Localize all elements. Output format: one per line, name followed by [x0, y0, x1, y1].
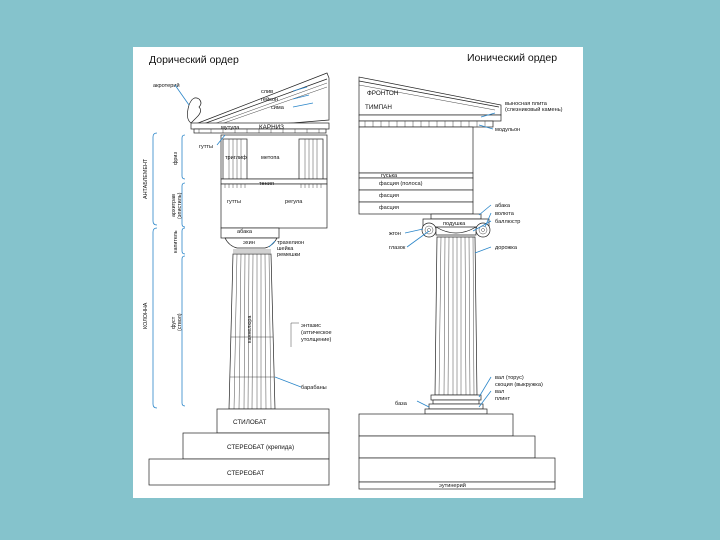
ionic-torus-2	[429, 404, 483, 409]
ionic-order	[359, 77, 555, 489]
label-fascia-main: фасция (полоса)	[379, 181, 423, 187]
label-fascia-3: фасция	[379, 205, 399, 211]
bracket-column	[153, 228, 157, 408]
label-architrave-1: архитрав	[171, 194, 177, 217]
label-shaft-2: (ствол)	[177, 313, 183, 331]
ionic-abacus	[431, 214, 481, 219]
label-tympanum: ТИМПАН	[365, 104, 392, 111]
architectural-orders-diagram	[133, 47, 583, 498]
label-taenia: тения	[259, 181, 274, 187]
label-akroterion: акротерий	[153, 83, 180, 89]
label-drums: барабаны	[301, 385, 327, 391]
order-diagram-sheet	[133, 47, 583, 498]
label-entasis-2: (аттическое	[301, 330, 332, 336]
label-annuli-2: ремешки	[277, 252, 301, 258]
label-stylobate: СТИЛОБАТ	[233, 419, 267, 426]
acroterion-sculpture	[187, 98, 201, 123]
label-shaft-1: фуст	[171, 316, 177, 329]
ionic-cornice	[359, 115, 501, 121]
label-stereobate-mid: СТЕРЕОБАТ (крепида)	[227, 444, 295, 451]
label-euthynteria: эутинерий	[439, 483, 466, 489]
label-echinus-ionic: баллюстр	[495, 219, 521, 225]
label-annuli: шейка	[277, 246, 294, 252]
ionic-fascia-3	[359, 202, 473, 214]
bracket-entablature	[153, 133, 157, 225]
label-torus-2: вал	[495, 389, 505, 395]
label-geison: гейсон	[261, 97, 279, 103]
label-flute: каннелюра	[247, 315, 253, 343]
label-mutula: мутула	[221, 125, 240, 131]
label-entasis-1: энтазис	[301, 323, 321, 329]
label-sima-1: выносная плита	[505, 101, 547, 107]
ionic-frieze	[359, 127, 473, 173]
ionic-step-3	[359, 458, 555, 482]
label-cushion: подушка	[443, 221, 466, 227]
label-metope: метопа	[261, 155, 280, 161]
label-column: КОЛОННА	[143, 302, 149, 329]
label-triglyph: триглиф	[225, 155, 247, 161]
label-cornice: КАРНИЗ	[259, 124, 284, 131]
label-abacus: абака	[237, 229, 252, 235]
label-architrave-2: (эпистиль)	[177, 192, 183, 219]
label-stereobate-low: СТЕРЕОБАТ	[227, 470, 265, 477]
label-abacus-ionic: абака	[495, 203, 510, 209]
side-brackets	[143, 133, 185, 408]
ionic-plinth	[425, 409, 487, 414]
ionic-torus	[431, 395, 481, 400]
ionic-title: Ионический ордер	[467, 52, 558, 64]
label-pediment: ФРОНТОН	[367, 90, 399, 97]
doric-title: Дорический ордер	[149, 54, 239, 66]
ionic-fascia-2	[359, 190, 473, 202]
ionic-step-1	[359, 414, 513, 436]
label-echinus: эхин	[243, 240, 255, 246]
label-neck: жгон	[389, 231, 401, 237]
label-plinth: плинт	[495, 396, 511, 402]
label-eye: глазок	[389, 245, 406, 251]
doric-architrave	[221, 184, 327, 228]
ionic-shaft	[435, 237, 477, 395]
ionic-step-2	[359, 436, 535, 458]
bracket-frieze	[182, 135, 185, 179]
label-lion: слив	[261, 89, 274, 95]
label-base: база	[395, 401, 407, 407]
label-entablature: АНТАБЛЕМЕНТ	[143, 158, 149, 199]
label-fascia-2: фасция	[379, 193, 399, 199]
label-trachelion: трахелион	[277, 240, 305, 246]
label-guttae-bottom: гутты	[227, 199, 241, 205]
label-sima: сима	[271, 105, 284, 111]
ionic-echinus	[436, 227, 476, 235]
label-sima-2: (слезниковый камень)	[505, 107, 563, 113]
label-flutes: дорожка	[495, 245, 517, 251]
label-capital: капитель	[173, 230, 179, 253]
label-scotia: скоция (выкружка)	[495, 382, 543, 388]
label-torus: вал (торус)	[495, 375, 524, 381]
triglyph-2	[299, 139, 323, 179]
taenia	[221, 179, 327, 184]
label-dentils: модульон	[495, 127, 521, 133]
label-volute: волюта	[495, 211, 514, 217]
label-regula: регула	[285, 199, 303, 205]
label-entasis-3: утолщение)	[301, 337, 332, 343]
bracket-capital	[182, 228, 185, 254]
label-guska: гуська	[381, 173, 398, 179]
label-guttae-top: гутты	[199, 144, 213, 150]
label-frieze: фриз	[173, 152, 179, 165]
ionic-dentils	[359, 121, 493, 127]
ionic-scotia	[433, 400, 479, 404]
